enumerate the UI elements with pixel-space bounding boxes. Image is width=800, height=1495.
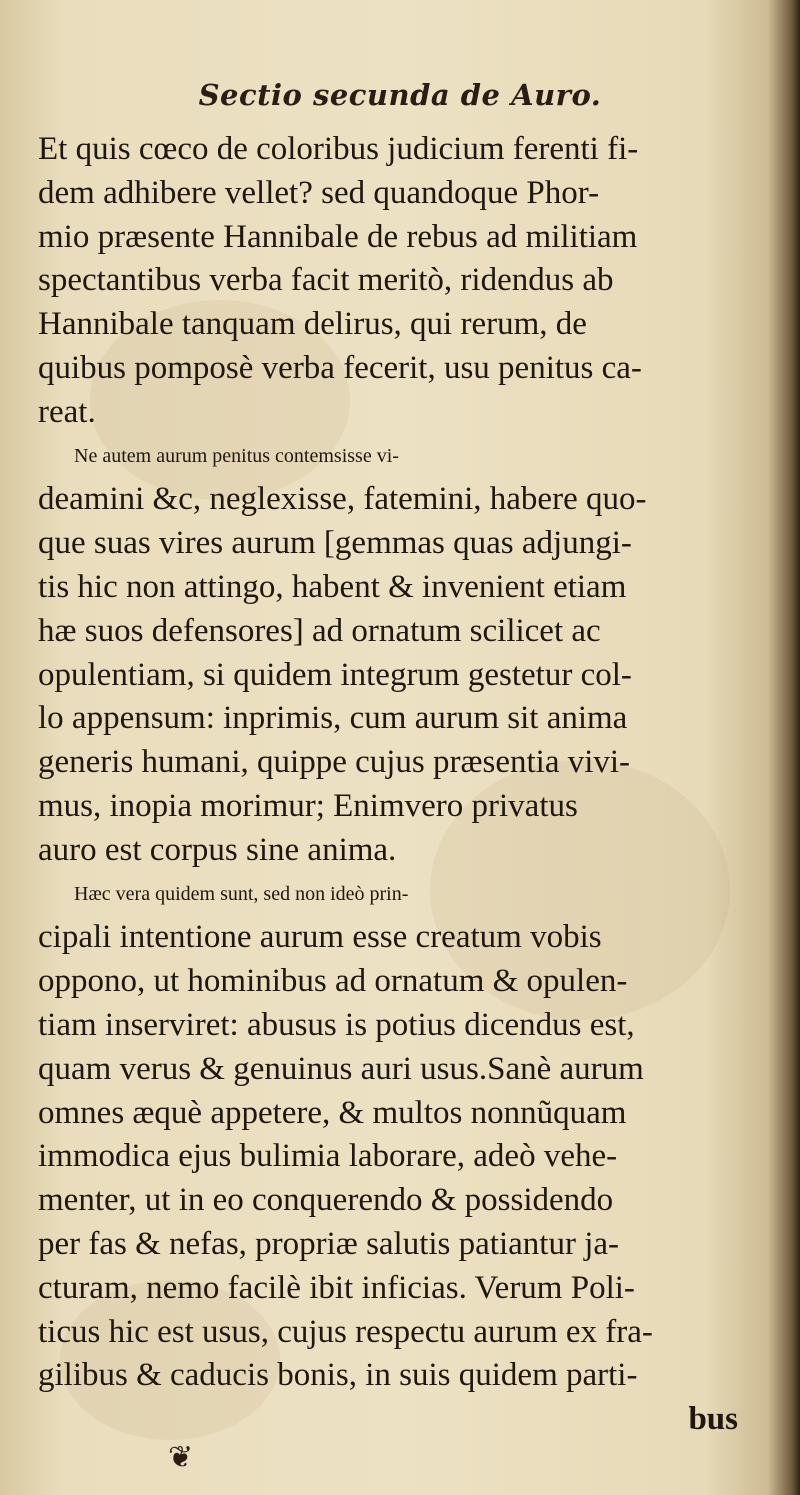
text-line: Hæc vera quidem sunt, sed non ideò prin- [74,882,409,905]
text-line: spectantibus verba facit meritò, ridendus ab [38,262,614,299]
text-line: lo appensum: inprimis, cum aurum sit anima [38,700,628,737]
text-line: que suas vires aurum [gemmas quas adjungi- [38,525,632,562]
text-line: cturam, nemo facilè ibit inficias. Verum Poli- [38,1269,635,1306]
text-line: deamini &c, neglexisse, fatemini, habere quo- [38,481,647,518]
text-line: ticus hic est usus, cujus respectu aurum ex fra- [38,1313,653,1350]
text-line: tiam inserviret: abusus is potius dicendus est, [38,1006,635,1043]
catchword: bus [688,1401,738,1438]
text-line: oppono, ut hominibus ad ornatum & opulen- [38,963,628,1000]
ornament-icon: ❦ [168,1440,194,1475]
text-line: mio præsente Hannibale de rebus ad militiam [38,218,638,255]
text-line: gilibus & caducis bonis, in suis quidem parti- [38,1357,638,1394]
text-line: per fas & nefas, propriæ salutis patiantur ja- [38,1225,619,1262]
section-heading: Sectio secunda de Auro. [198,78,602,112]
text-line: hæ suos defensores] ad ornatum scilicet ac [38,612,601,649]
text-line: quibus pomposè verba fecerit, usu penitus ca- [38,349,642,386]
text-line: auro est corpus sine anima. [38,831,397,868]
text-line: omnes æquè appetere, & multos nonnũquam [38,1094,627,1131]
text-line: quam verus & genuinus auri usus.Sanè aurum [38,1050,644,1087]
text-line: opulentiam, si quidem integrum gestetur col- [38,656,632,693]
text-line: mus, inopia morimur; Enimvero privatus [38,787,578,824]
text-line: Ne autem aurum penitus contemsisse vi- [74,444,399,467]
text-line: reat. [38,393,96,430]
text-line: dem adhibere vellet? sed quandoque Phor- [38,174,600,211]
text-line: cipali intentione aurum esse creatum vobis [38,919,602,956]
text-line: menter, ut in eo conquerendo & possidendo [38,1182,614,1219]
text-line: Et quis cœco de coloribus judicium ferenti fi- [38,131,639,167]
text-line: immodica ejus bulimia laborare, adeò vehe- [38,1138,618,1175]
text-line: Hannibale tanquam delirus, qui rerum, de [38,306,587,343]
text-line: generis humani, quippe cujus præsentia vivi- [38,744,631,781]
body-text [38,128,778,1442]
text-line: tis hic non attingo, habent & invenient etiam [38,568,627,605]
